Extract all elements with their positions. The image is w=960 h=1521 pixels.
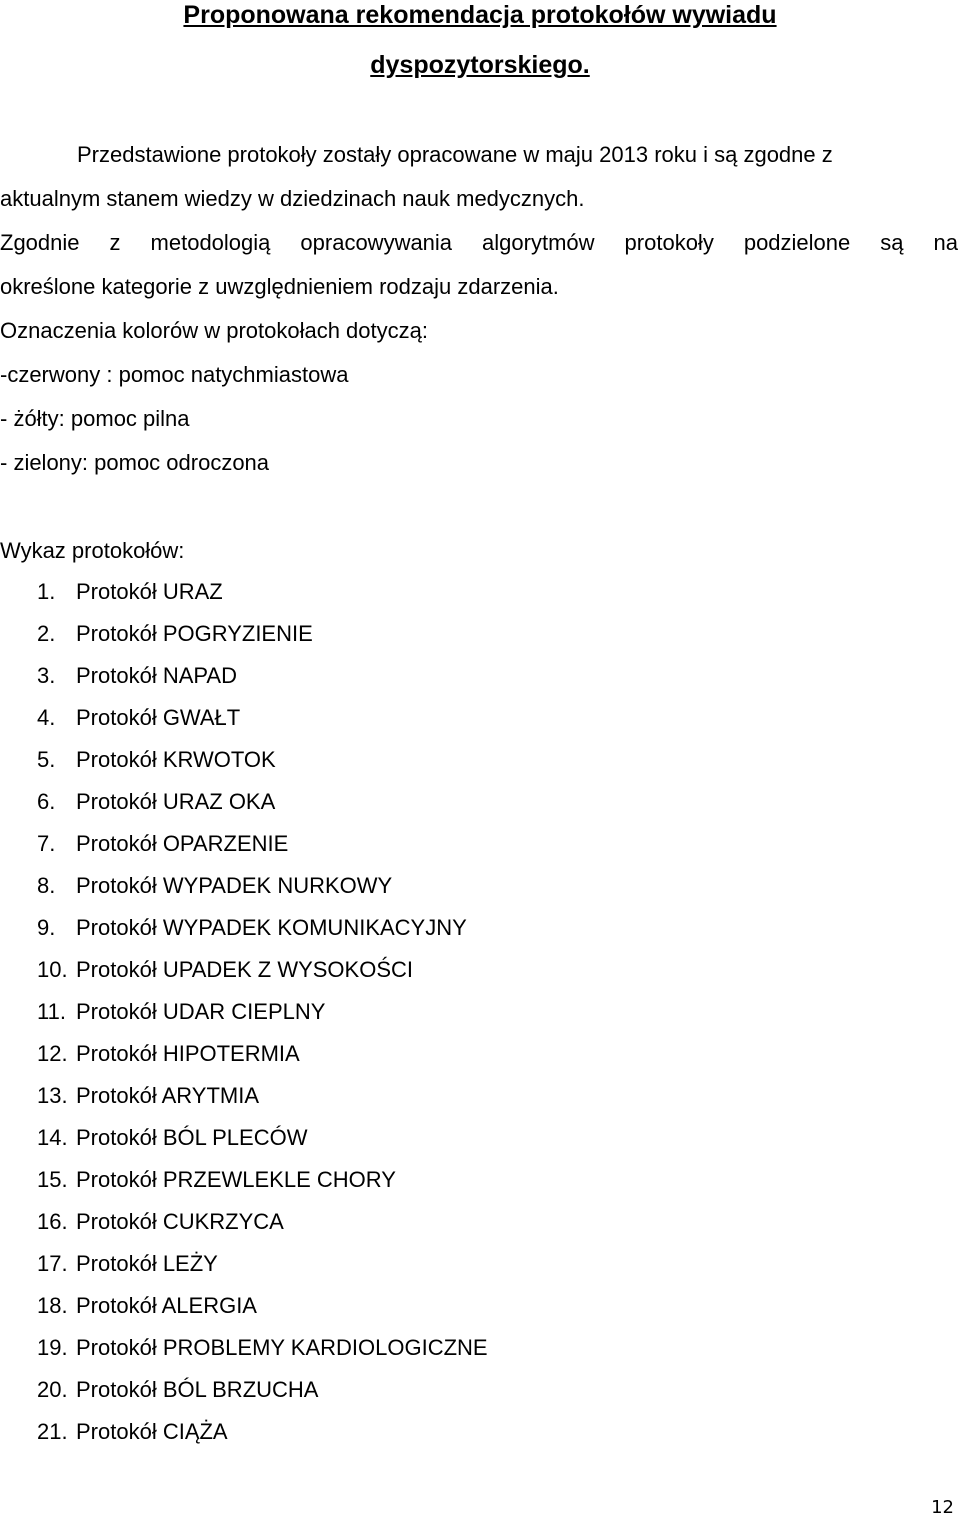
protocol-name: Protokół BÓL BRZUCHA xyxy=(76,1377,319,1402)
intro-paragraph-1-line-1: Przedstawione protokoły zostały opracowane w maju 2013 roku i są zgodne z xyxy=(77,142,833,167)
intro-paragraph-2-line-2: określone kategorie z uwzględnieniem rodzaju zdarzenia. xyxy=(0,274,559,299)
protocol-name: Protokół UDAR CIEPLNY xyxy=(76,999,326,1024)
protocol-name: Protokół ALERGIA xyxy=(76,1293,257,1318)
protocol-number: 4. xyxy=(37,705,56,730)
protocol-number: 9. xyxy=(37,915,56,940)
protocol-name: Protokół ARYTMIA xyxy=(76,1083,259,1108)
color-legend-green: - zielony: pomoc odroczona xyxy=(0,450,270,475)
protocol-number: 3. xyxy=(37,663,56,688)
protocol-number: 15. xyxy=(37,1167,68,1192)
color-legend-red: -czerwony : pomoc natychmiastowa xyxy=(0,362,349,387)
protocol-number: 7. xyxy=(37,831,56,856)
protocol-number: 10. xyxy=(37,957,68,982)
protocol-number: 19. xyxy=(37,1335,68,1360)
protocol-name: Protokół BÓL PLECÓW xyxy=(76,1125,308,1150)
protocol-number: 11. xyxy=(37,999,66,1024)
protocol-name: Protokół NAPAD xyxy=(76,663,237,688)
color-legend-heading: Oznaczenia kolorów w protokołach dotyczą: xyxy=(0,318,428,343)
protocol-number: 12. xyxy=(37,1041,68,1066)
protocol-name: Protokół KRWOTOK xyxy=(76,747,276,772)
protocol-name: Protokół UPADEK Z WYSOKOŚCI xyxy=(76,957,414,982)
protocol-name: Protokół PROBLEMY KARDIOLOGICZNE xyxy=(76,1335,488,1360)
protocol-number: 17. xyxy=(37,1251,68,1276)
protocol-number: 6. xyxy=(37,789,56,814)
protocol-number: 14. xyxy=(37,1125,68,1150)
document-title-line-1: Proponowana rekomendacja protokołów wywiadu xyxy=(183,1,777,29)
color-legend-yellow: - żółty: pomoc pilna xyxy=(0,406,190,431)
protocol-name: Protokół CIĄŻA xyxy=(76,1419,228,1444)
protocol-name: Protokół CUKRZYCA xyxy=(76,1209,284,1234)
protocol-name: Protokół WYPADEK NURKOWY xyxy=(76,873,393,898)
protocol-number: 18. xyxy=(37,1293,68,1318)
protocol-number: 8. xyxy=(37,873,56,898)
intro-paragraph-1-line-2: aktualnym stanem wiedzy w dziedzinach nauk medycznych. xyxy=(0,186,585,211)
protocol-number: 1. xyxy=(37,579,56,604)
protocol-number: 16. xyxy=(37,1209,68,1234)
protocol-name: Protokół LEŻY xyxy=(76,1251,218,1276)
protocol-name: Protokół URAZ OKA xyxy=(76,789,276,814)
protocol-number: 21. xyxy=(37,1419,68,1444)
document-title-line-2: dyspozytorskiego. xyxy=(370,51,590,79)
protocol-name: Protokół OPARZENIE xyxy=(76,831,289,856)
protocol-name: Protokół WYPADEK KOMUNIKACYJNY xyxy=(76,915,467,940)
protocol-name: Protokół PRZEWLEKLE CHORY xyxy=(76,1167,396,1192)
protocol-name: Protokół HIPOTERMIA xyxy=(76,1041,300,1066)
protocol-list-heading: Wykaz protokołów: xyxy=(0,538,185,563)
protocol-number: 2. xyxy=(37,621,56,646)
protocol-number: 20. xyxy=(37,1377,68,1402)
page-number: 12 xyxy=(931,1497,954,1518)
protocol-name: Protokół POGRYZIENIE xyxy=(76,621,313,646)
protocol-number: 5. xyxy=(37,747,56,772)
intro-paragraph-2-line-1: Zgodnie z metodologią opracowywania algorytmów protokoły podzielone są na xyxy=(0,230,958,255)
protocol-number: 13. xyxy=(37,1083,68,1108)
protocol-name: Protokół URAZ xyxy=(76,579,223,604)
protocol-name: Protokół GWAŁT xyxy=(76,705,241,730)
